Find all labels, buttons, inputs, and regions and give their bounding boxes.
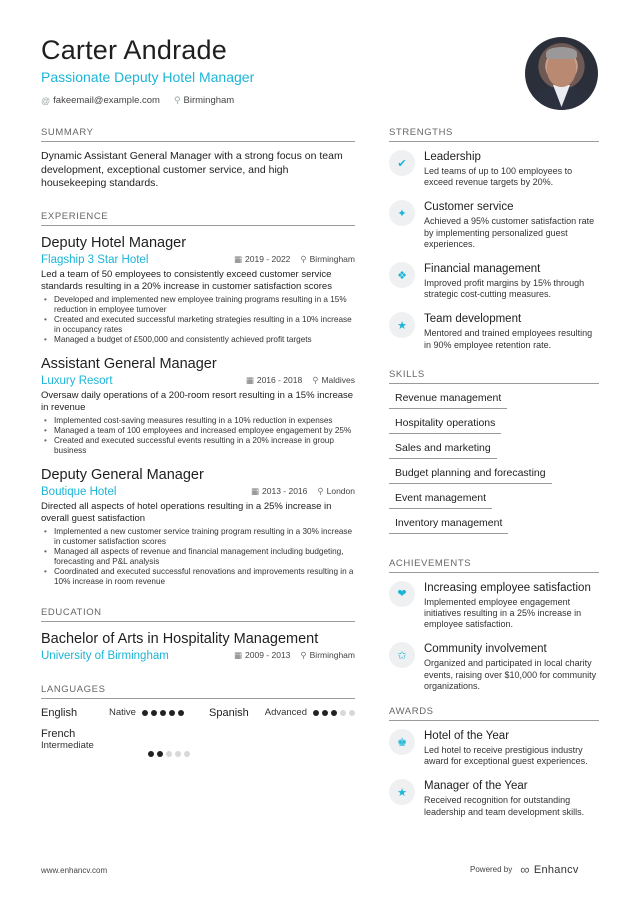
language-rating xyxy=(142,710,184,716)
strength-desc: Achieved a 95% customer satisfaction rate by implementing personalized guest experiences. xyxy=(424,216,595,249)
rating-dot-filled xyxy=(322,710,328,716)
job-entry xyxy=(41,355,355,456)
language-level: Native xyxy=(109,707,136,718)
heart-icon: ❤ xyxy=(389,581,415,607)
rating-dot-filled xyxy=(331,710,337,716)
skill-tag: Sales and marketing xyxy=(389,442,497,459)
skill-tag: Hospitality operations xyxy=(389,417,501,434)
summary-heading: SUMMARY xyxy=(41,127,355,142)
at-icon: @ xyxy=(41,95,51,106)
strength-desc: Improved profit margins by 15% through strategic cost-cutting measures. xyxy=(424,278,585,300)
candidate-headline: Passionate Deputy Hotel Manager xyxy=(41,69,255,85)
company-name: Luxury Resort xyxy=(41,374,113,387)
company-name: Boutique Hotel xyxy=(41,485,117,498)
star-icon: ★ xyxy=(389,779,415,805)
rating-dot-filled xyxy=(148,751,154,757)
check-icon: ✔ xyxy=(389,150,415,176)
degree-title: Bachelor of Arts in Hospitality Management xyxy=(41,630,319,647)
strength-title: Financial management xyxy=(424,263,541,276)
language-rating xyxy=(313,710,355,716)
rating-dot-empty xyxy=(175,751,181,757)
email-contact[interactable] xyxy=(41,95,160,106)
skill-tag: Budget planning and forecasting xyxy=(389,467,552,484)
rating-dot-filled xyxy=(142,710,148,716)
strength-item xyxy=(389,200,599,250)
rating-dot-empty xyxy=(349,710,355,716)
achievement-title: Increasing employee satisfaction xyxy=(424,581,591,594)
job-bullet: • Created and executed successful marketing strategies resulting in a 10% increase in occupancy rates xyxy=(41,315,355,335)
strength-title: Leadership xyxy=(424,151,481,163)
resume-header xyxy=(41,34,511,106)
skills-list xyxy=(389,392,599,534)
rating-dot-empty xyxy=(340,710,346,716)
summary-text: Dynamic Assistant General Manager with a strong focus on team development, exceptional customer service, and high housekeeping standards. xyxy=(41,150,343,189)
medal-icon: ❖ xyxy=(389,262,415,288)
rating-dot-filled xyxy=(151,710,157,716)
language-rating xyxy=(148,751,190,757)
skill-tag: Inventory management xyxy=(389,517,508,534)
job-bullet: • Developed and implemented new employee training programs resulting in a 15% reduction in employee turnover xyxy=(41,295,355,315)
award-desc: Received recognition for outstanding leadership and team development skills. xyxy=(424,795,585,817)
job-dates: 2016 - 2018 xyxy=(256,375,303,385)
languages-list xyxy=(41,707,355,751)
location-pin-icon: ⚲ xyxy=(312,375,319,385)
strength-title: Team development xyxy=(424,313,522,326)
achievements-heading: ACHIEVEMENTS xyxy=(389,558,599,573)
award-desc: Led hotel to receive prestigious industry award for exceptional guest experiences. xyxy=(424,745,588,767)
footer-website[interactable]: www.enhancv.com xyxy=(41,866,108,875)
star-icon: ★ xyxy=(389,312,415,338)
job-dates: 2019 - 2022 xyxy=(245,254,291,264)
job-bullet: • Managed all aspects of revenue and financial management including budgeting, forecasting and P&L analysis xyxy=(41,547,355,567)
calendar-icon: ▦ xyxy=(234,650,243,660)
school-name: University of Birmingham xyxy=(41,649,169,662)
achievement-desc: Implemented employee engagement initiatives resulting in a 25% increase in employee satisfaction. xyxy=(424,596,582,630)
award-title: Manager of the Year xyxy=(424,780,528,793)
rating-dot-filled xyxy=(178,710,184,716)
experience-heading: EXPERIENCE xyxy=(41,211,355,226)
rating-dot-filled xyxy=(169,710,175,716)
language-level: Intermediate xyxy=(41,739,94,751)
footer-branding xyxy=(470,862,579,877)
calendar-icon: ▦ xyxy=(250,486,260,496)
job-location: Maldives xyxy=(321,375,355,385)
location-text: Birmingham xyxy=(183,95,235,106)
strength-desc: Mentored and trained employees resulting in 90% employee retention rate. xyxy=(424,328,593,350)
location-pin-icon: ⚲ xyxy=(300,650,307,660)
job-entry xyxy=(41,466,355,587)
job-location: London xyxy=(326,486,355,496)
skills-heading: SKILLS xyxy=(389,369,599,384)
contact-info xyxy=(41,95,511,106)
language-item xyxy=(209,707,355,719)
job-bullet: • Implemented cost-saving measures resulting in a 10% reduction in expenses xyxy=(41,416,355,426)
job-description: Directed all aspects of hotel operations resulting in a 25% increase in overall guest satisfaction xyxy=(41,500,332,524)
job-title: Deputy General Manager xyxy=(41,466,204,483)
left-column xyxy=(41,127,355,751)
location-pin-icon: ⚲ xyxy=(300,254,307,264)
brand-logo[interactable] xyxy=(520,862,579,877)
infinity-logo-icon: ∞ xyxy=(520,862,530,877)
job-bullet: • Implemented a new customer service training program resulting in a 30% increase in customer satisfaction scores xyxy=(41,527,355,547)
language-level: Advanced xyxy=(264,707,307,718)
award-item xyxy=(389,779,599,817)
strengths-heading: STRENGTHS xyxy=(389,127,599,142)
skill-tag: Event management xyxy=(389,492,492,509)
location-contact xyxy=(174,95,234,106)
rating-dot-filled xyxy=(160,710,166,716)
job-bullet: • Coordinated and executed successful renovations and improvements resulting in a 10% increase in room revenue xyxy=(41,567,355,587)
job-bullet: • Created and executed successful events resulting in a 20% increase in group business xyxy=(41,436,355,456)
education-dates: 2009 - 2013 xyxy=(245,650,291,660)
language-name: Spanish xyxy=(209,706,249,719)
awards-list xyxy=(389,729,599,818)
powered-by-text: Powered by xyxy=(470,865,513,874)
strength-title: Customer service xyxy=(424,201,514,214)
education-entry xyxy=(41,630,355,662)
language-item xyxy=(41,728,209,751)
handshake-icon: ✦ xyxy=(389,200,415,226)
strength-item xyxy=(389,150,599,188)
email-text: fakeemail@example.com xyxy=(53,95,160,106)
rating-dot-filled xyxy=(313,710,319,716)
job-entry xyxy=(41,234,355,345)
skill-tag: Revenue management xyxy=(389,392,507,409)
calendar-icon: ▦ xyxy=(234,254,243,264)
rating-dot-empty xyxy=(166,751,172,757)
job-location: Birmingham xyxy=(309,254,355,264)
language-name: French xyxy=(41,727,76,740)
strengths-list xyxy=(389,150,599,351)
rating-dot-empty xyxy=(184,751,190,757)
candidate-name: Carter Andrade xyxy=(41,35,227,65)
sparkle-star-icon: ✩ xyxy=(389,642,415,668)
language-rating-wrap xyxy=(148,751,190,757)
location-pin-icon: ⚲ xyxy=(173,95,181,105)
achievement-title: Community involvement xyxy=(424,643,547,656)
job-title: Deputy Hotel Manager xyxy=(41,234,187,251)
job-description: Led a team of 50 employees to consistently exceed customer service standards resulting in a 20% increase in customer satisfaction scores xyxy=(41,268,332,292)
education-heading: EDUCATION xyxy=(41,607,355,622)
education-location: Birmingham xyxy=(309,650,355,660)
language-item xyxy=(41,707,209,719)
awards-heading: AWARDS xyxy=(389,706,599,721)
job-bullet: • Managed a budget of £500,000 and consistently achieved profit targets xyxy=(41,335,355,345)
job-title: Assistant General Manager xyxy=(41,355,217,372)
award-title: Hotel of the Year xyxy=(424,730,510,743)
location-pin-icon: ⚲ xyxy=(317,486,324,496)
achievement-item xyxy=(389,642,599,692)
calendar-icon: ▦ xyxy=(245,375,254,385)
achievement-desc: Organized and participated in local charity events, raising over $10,000 for community organizations. xyxy=(424,658,597,691)
achievements-list xyxy=(389,581,599,692)
trophy-icon: ♚ xyxy=(389,729,415,755)
rating-dot-filled xyxy=(157,751,163,757)
right-column xyxy=(389,127,599,830)
company-name: Flagship 3 Star Hotel xyxy=(41,253,149,266)
award-item xyxy=(389,729,599,767)
job-dates: 2013 - 2016 xyxy=(262,486,308,496)
job-description: Oversaw daily operations of a 200-room resort resulting in a 15% increase in revenue xyxy=(41,389,354,413)
strength-item xyxy=(389,262,599,300)
strength-desc: Led teams of up to 100 employees to exceed revenue targets by 20%. xyxy=(424,166,573,188)
achievement-item xyxy=(389,581,599,631)
brand-name: Enhancv xyxy=(533,863,579,876)
job-bullet: • Managed a team of 100 employees and increased employee engagement by 25% xyxy=(41,426,355,436)
language-name: English xyxy=(41,706,78,719)
strength-item xyxy=(389,312,599,350)
languages-heading: LANGUAGES xyxy=(41,684,355,699)
profile-photo xyxy=(525,37,598,110)
